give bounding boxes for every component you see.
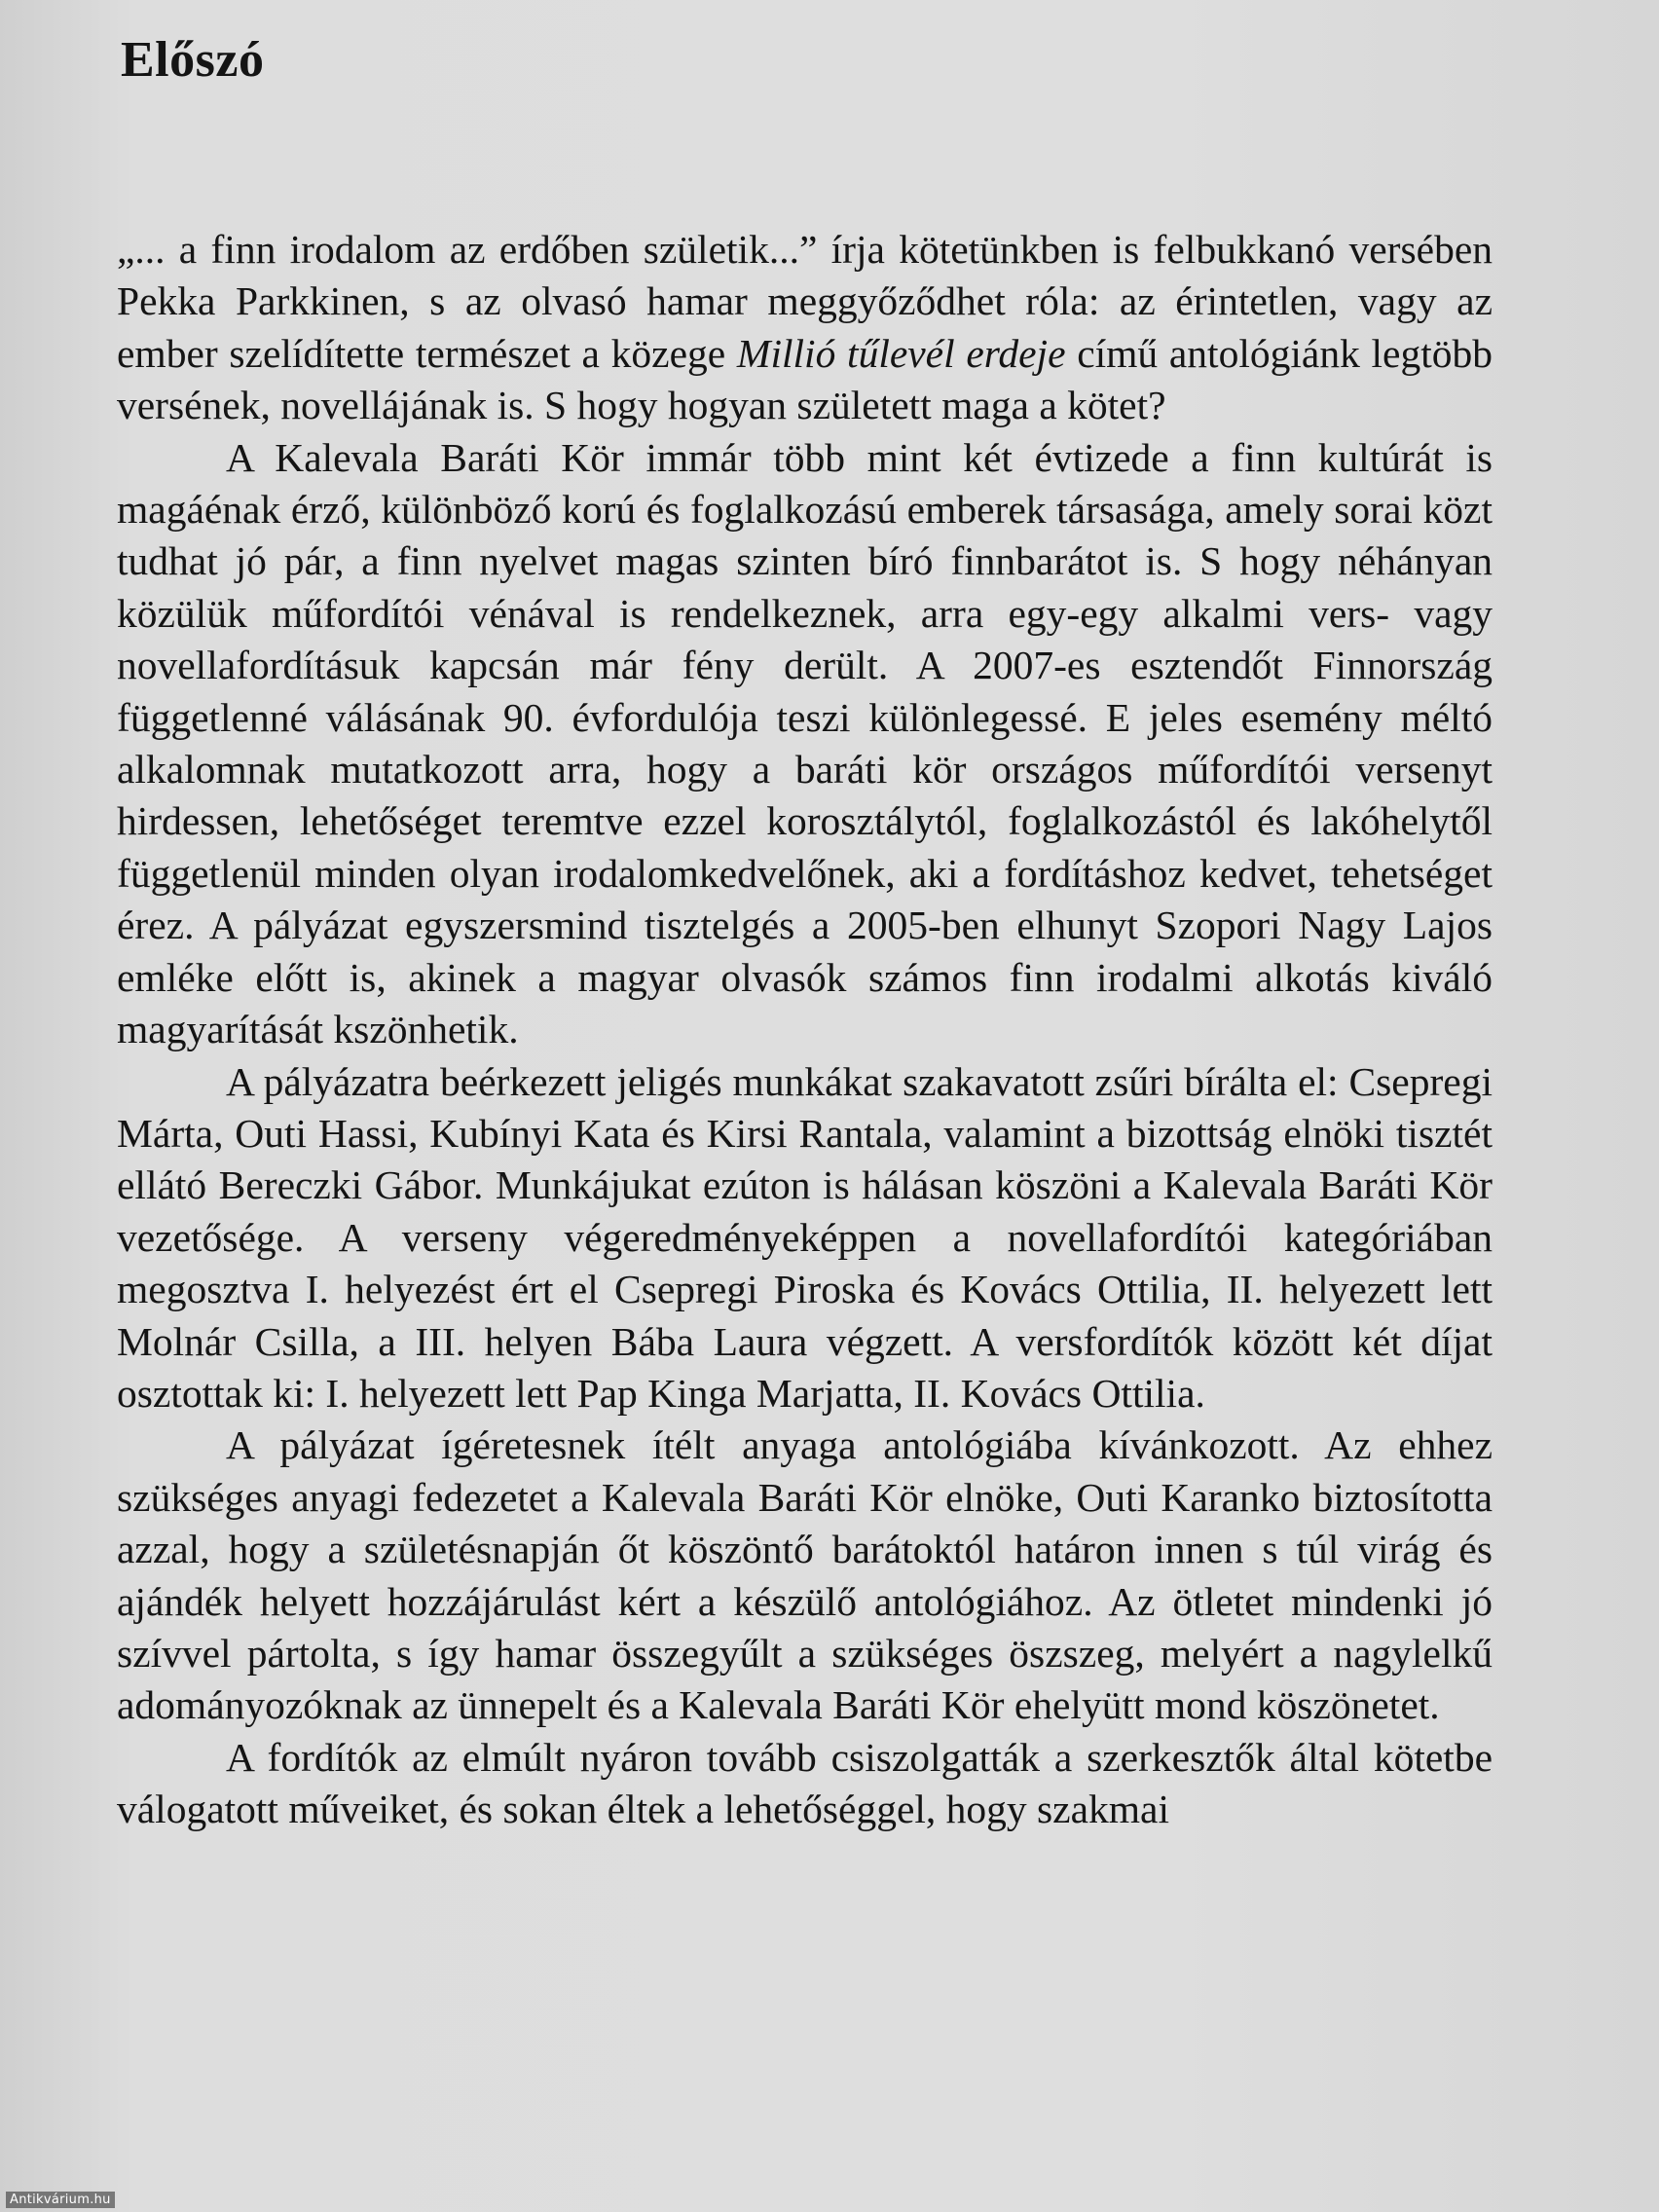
paragraph-1-text-a: „... a finn irodalom az erdőben születik...” írja kötetünkben is felbukkanó versében Pekka Parkkinen, s az olvasó hamar meggyőződhet róla: az érintetlen, vagy az ember szelídítette természet a közege: [117, 227, 1493, 376]
paragraph-3-text: A pályázatra beérkezett jeligés munkákat szakavatott zsűri bírálta el: Csepregi Márta, Outi Hassi, Kubínyi Kata és Kirsi Rantala, valamint a bizottság elnöki tisztét ellátó Bereczki Gábor. Munkájukat ezúton is hálásan köszöni a Kalevala Baráti Kör vezetősége. A verseny végeredményeképpen a novellafordítói kategóriában megosztva I. helyezést ért el Csepregi Piroska és Kovács Ottilia, II. helyezett lett Molnár Csilla, a III. helyen Bába Laura végzett. A versfordítók között két díjat osztottak ki: I. helyezett lett Pap Kinga Marjatta, II. Kovács Ottilia.: [117, 1058, 1493, 1416]
watermark-logo: Antikvárium.hu: [6, 2192, 115, 2208]
paragraph-4-text: A pályázat ígéretesnek ítélt anyaga antológiába kívánkozott. Az ehhez szükséges anyagi fedezetet a Kalevala Baráti Kör elnöke, Outi Karanko biztosította azzal, hogy a születésnapján őt köszöntő barátoktól határon innen s túl virág és ajándék helyett hozzájárulást kért a készülő antológiához. Az ötletet mindenki jó szívvel pártolta, s így hamar összegyűlt a szükséges öszszeg, melyért a nagylelkű adományozóknak az ünnepelt és a Kalevala Baráti Kör ehelyütt mond köszönetet.: [117, 1422, 1493, 1728]
page-title: Előszó: [121, 32, 265, 88]
paragraph-2: [117, 432, 1493, 1056]
paragraph-3: [117, 1056, 1493, 1420]
paragraph-1: [117, 224, 1493, 432]
body-text: [117, 224, 1493, 1836]
paragraph-5: [117, 1732, 1493, 1836]
paragraph-1-text-b: című antológiánk legtöbb versének, novellájának is. S hogy hogyan született maga a kötet?: [117, 330, 1493, 428]
paragraph-2-text: A Kalevala Baráti Kör immár több mint két évtizede a finn kultúrát is magáénak érző, különböző korú és foglalkozású emberek társasága, amely sorai közt tudhat jó pár, a finn nyelvet magas szinten bíró finnbarátot is. S hogy néhányan közülük műfordítói vénával is rendelkeznek, arra egy-egy alkalmi vers- vagy novellafordításuk kapcsán már fény derült. A 2007-es esztendőt Finnország függetlenné válásának 90. évfordulója teszi különlegessé. E jeles esemény méltó alkalomnak mutatkozott arra, hogy a baráti kör országos műfordítói versenyt hirdessen, lehetőséget teremtve ezzel korosztálytól, foglalkozástól és lakóhelytől függetlenül minden olyan irodalomkedvelőnek, aki a fordításhoz kedvet, tehetséget érez. A pályázat egyszersmind tisztelgés a 2005-ben elhunyt Szopori Nagy Lajos emléke előtt is, akinek a magyar olvasók számos finn irodalmi alkotás kiváló magyarítását kszönhetik.: [117, 434, 1493, 1052]
paragraph-4: [117, 1419, 1493, 1731]
paragraph-5-text: A fordítók az elmúlt nyáron tovább csiszolgatták a szerkesztők által kötetbe válogatott műveiket, és sokan éltek a lehetőséggel, hogy szakmai: [117, 1734, 1493, 1832]
paragraph-1-book-title: Millió tűlevél erdeje: [736, 330, 1066, 376]
